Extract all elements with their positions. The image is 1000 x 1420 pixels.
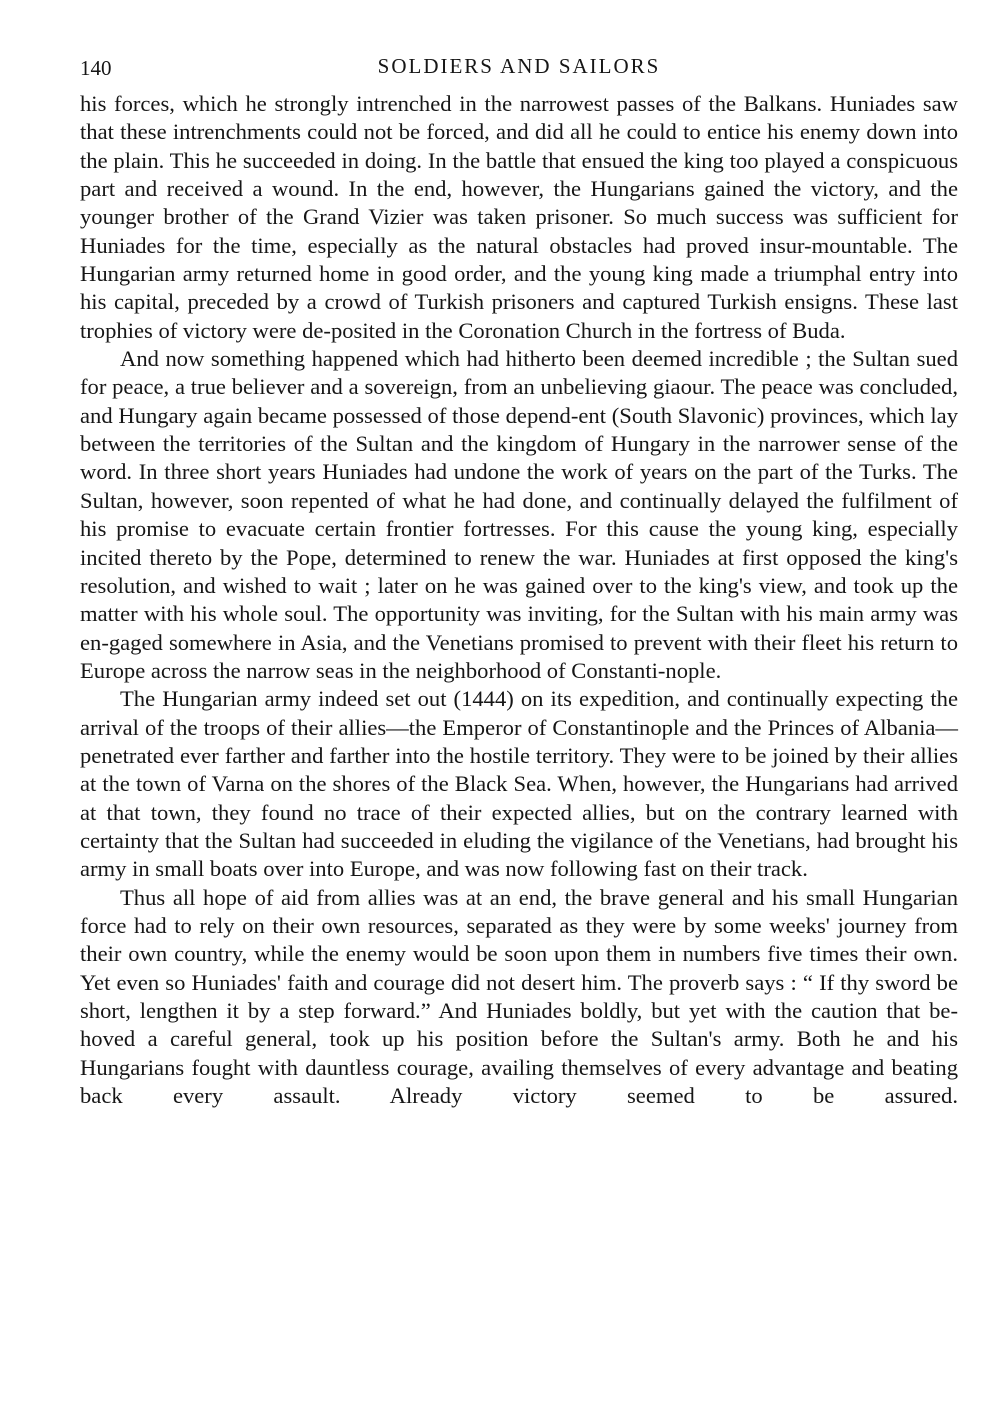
- paragraph-continuation: his forces, which he strongly intrenched in the narrowest passes of the Balkans. Huniades saw that these intrenchments could not be forced, and did all he could to entice his enemy down into the plain. This he succeeded in doing. In the battle that ensued the king too played a conspicuous part and received a wound. In the end, however, the Hungarians gained the victory, and the younger brother of the Grand Vizier was taken prisoner. So much success was sufficient for Huniades for the time, especially as the natural obstacles had proved insur-mountable. The Hungarian army returned home in good order, and the young king made a triumphal entry into his capital, preceded by a crowd of Turkish prisoners and captured Turkish ensigns. These last trophies of victory were de-posited in the Coronation Church in the fortress of Buda.: [80, 91, 958, 343]
- page-number: 140: [80, 56, 112, 80]
- paragraph-battle: Thus all hope of aid from allies was at an end, the brave general and his small Hungarian force had to rely on their own resources, separated as they were by some weeks' journey from their own country, while the enemy would be soon upon them in numbers five times their own. Yet even so Huniades' faith and courage did not desert him. The proverb says : “ If thy sword be short, lengthen it by a step forward.” And Huniades boldly, but yet with the caution that be-hoved a careful general, took up his position before the Sultan's army. Both he and his Hungarians fought with dauntless courage, availing themselves of every advantage and beating back every assault. Already victory seemed to be assured.: [80, 884, 958, 1109]
- book-page: [80, 52, 958, 1110]
- running-title: SOLDIERS AND SAILORS: [377, 54, 661, 78]
- running-head: [80, 52, 958, 86]
- paragraph-varna-expedition: The Hungarian army indeed set out (1444) on its expedition, and continually expecting the arrival of the troops of their allies—the Emperor of Constantinople and the Princes of Albania—penetrated ever farther and farther into the hostile territory. They were to be joined by their allies at the town of Varna on the shores of the Black Sea. When, however, the Hungarians had arrived at that town, they found no trace of their expected allies, but on the contrary learned with certainty that the Sultan had succeeded in eluding the vigilance of the Venetians, had brought his army in small boats over into Europe, and was now following fast on their track.: [80, 686, 958, 882]
- body-text: [80, 90, 958, 1110]
- paragraph-sultan-peace: And now something happened which had hitherto been deemed incredible ; the Sultan sued for peace, a true believer and a sovereign, from an unbelieving giaour. The peace was concluded, and Hungary again became possessed of those depend-ent (South Slavonic) provinces, which lay between the territories of the Sultan and the kingdom of Hungary in the narrower sense of the word. In three short years Huniades had undone the work of years on the part of the Turks. The Sultan, however, soon repented of what he had done, and continually delayed the fulfilment of his promise to evacuate certain frontier fortresses. For this cause the young king, especially incited thereto by the Pope, determined to renew the war. Huniades at first opposed the king's resolution, and wished to wait ; later on he was gained over to the king's view, and took up the matter with his whole soul. The opportunity was inviting, for the Sultan with his main army was en-gaged somewhere in Asia, and the Venetians promised to prevent with their fleet his return to Europe across the narrow seas in the neighborhood of Constanti-nople.: [80, 346, 958, 683]
